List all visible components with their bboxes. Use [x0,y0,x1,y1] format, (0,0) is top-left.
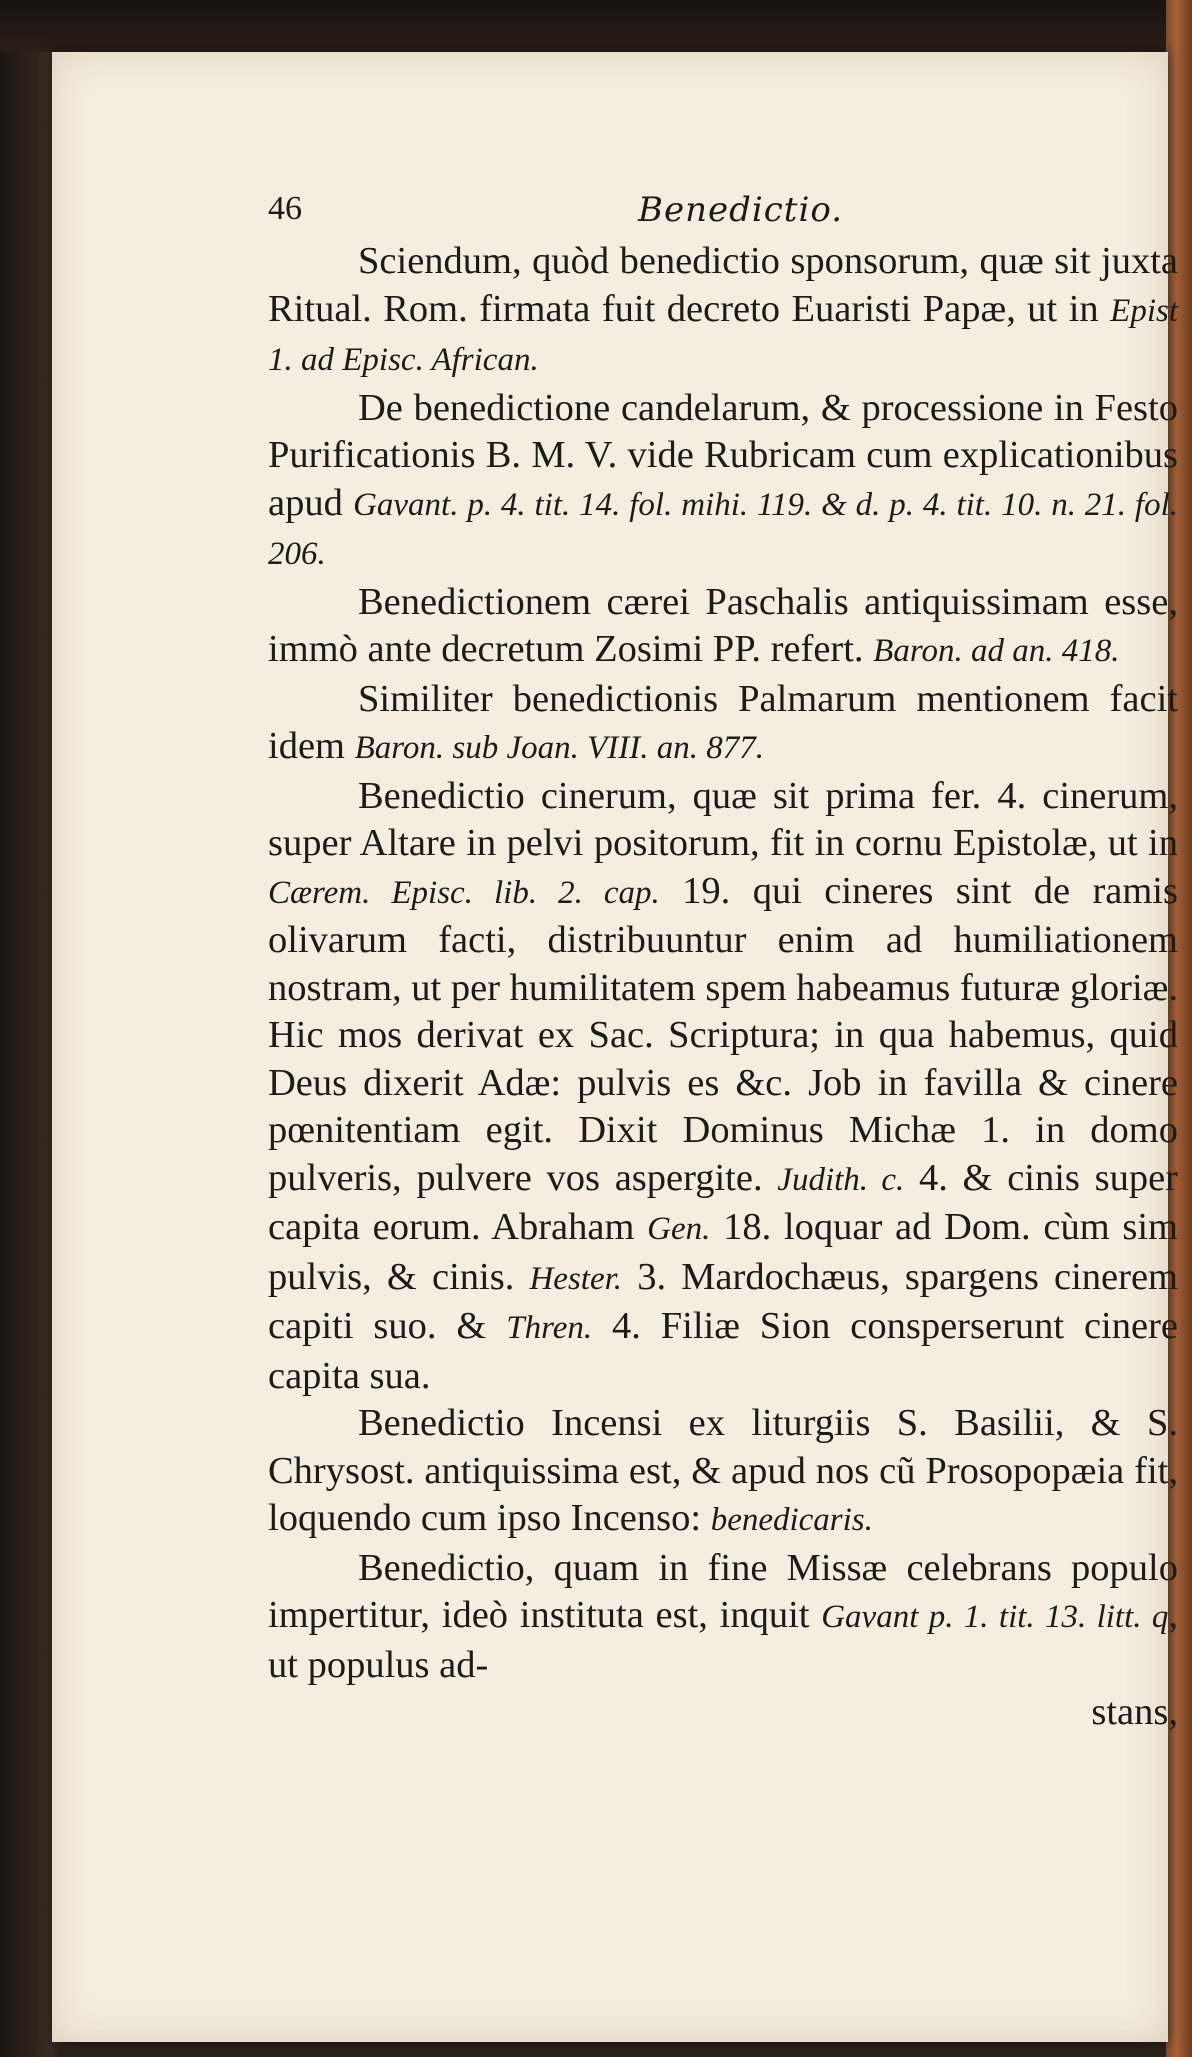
citation: Gavant p. 1. tit. 13. litt. q [821,1599,1169,1635]
citation: Gen. [647,1211,711,1247]
text-block [268,184,1178,1737]
paragraph-text: Benedictionem cærei Paschalis antiquissimam esse, immò ante decretum Zosimi PP. refert. [268,580,1178,670]
paragraph-text: Benedictio Incensi ex liturgiis S. Basilii, & S. Chrysost. antiquissima est, & apud nos cũ Prosopopæia fit, loquendo cum ipso Incenso: [268,1402,1178,1539]
page-header [268,184,1178,238]
citation: Judith. c. [777,1161,905,1198]
citation: Baron. sub Joan. VIII. an. 877. [354,730,764,766]
citation: Cærem. Episc. lib. 2. cap. [268,874,660,911]
paragraph-text: 19. qui cineres sint de ramis olivarum facti, distribuuntur enim ad humiliationem nostram, ut per humilitatem spem habeamus futuræ gloriæ. Hic mos derivat ex Sac. Scriptura; in qua habemus, quid Deus dixerit Adæ: pulvis es &c. Job in favilla & cinere pœnitentiam egit. Dixit Dominus Michæ 1. in domo pulveris, pulvere vos aspergite. [268,869,1178,1199]
paragraph-text: , ut populus ad- [268,1594,1178,1686]
paragraph-text: Benedictio, quam in fine Missæ celebrans populo impertitur, ideò instituta est, inquit [268,1546,1178,1636]
paragraph-text: 4. Filiæ Sion consperserunt cinere capita sua. [268,1305,1179,1397]
paragraph-text: 4. & cinis super capita eorum. Abraham [268,1156,1178,1248]
paragraph-text: 3. Mardochæus, spargens cinerem capiti suo. & [268,1255,1178,1347]
citation: Hester. [529,1260,623,1297]
citation: Epist 1. ad Episc. African. [268,292,1178,378]
paragraph [268,773,1178,1401]
catchword: stans, [1091,1691,1178,1733]
book-top-edge [0,0,1192,52]
paragraph [268,385,1178,579]
citation: Thren. [506,1310,593,1346]
book-page [52,52,1179,2042]
paragraph-text: Benedictio cinerum, quæ sit prima fer. 4. cinerum, super Altare in pelvi positorum, fit in cornu Epistolæ, ut in [268,774,1178,864]
paragraph [268,1400,1178,1545]
citation: benedicaris. [710,1502,873,1538]
citation: Gavant. p. 4. tit. 14. fol. mihi. 119. & d. p. 4. tit. 10. n. 21. fol. 206. [268,486,1178,572]
paragraph [268,1545,1178,1690]
paragraph [268,238,1178,385]
paragraph-text: De benedictione candelarum, & processione in Festo Purificationis B. M. V. vide Rubricam cum explicationibus apud [268,386,1178,524]
running-title: Benedictio. [638,190,844,230]
paragraph-text: 18. loquar ad Dom. cùm sim pulvis, & cinis. [268,1206,1179,1298]
page-number: 46 [268,190,302,227]
paragraph-text: Sciendum, quòd benedictio sponsorum, quæ sit juxta Ritual. Rom. firmata fuit decreto Euaristi Papæ, ut in [268,240,1178,330]
citation: Baron. ad an. 418. [873,633,1120,669]
body-text [268,238,1178,1689]
paragraph-text: Similiter benedictionis Palmarum mentionem facit idem [268,677,1178,767]
paragraph [268,676,1178,773]
paragraph [268,579,1178,676]
